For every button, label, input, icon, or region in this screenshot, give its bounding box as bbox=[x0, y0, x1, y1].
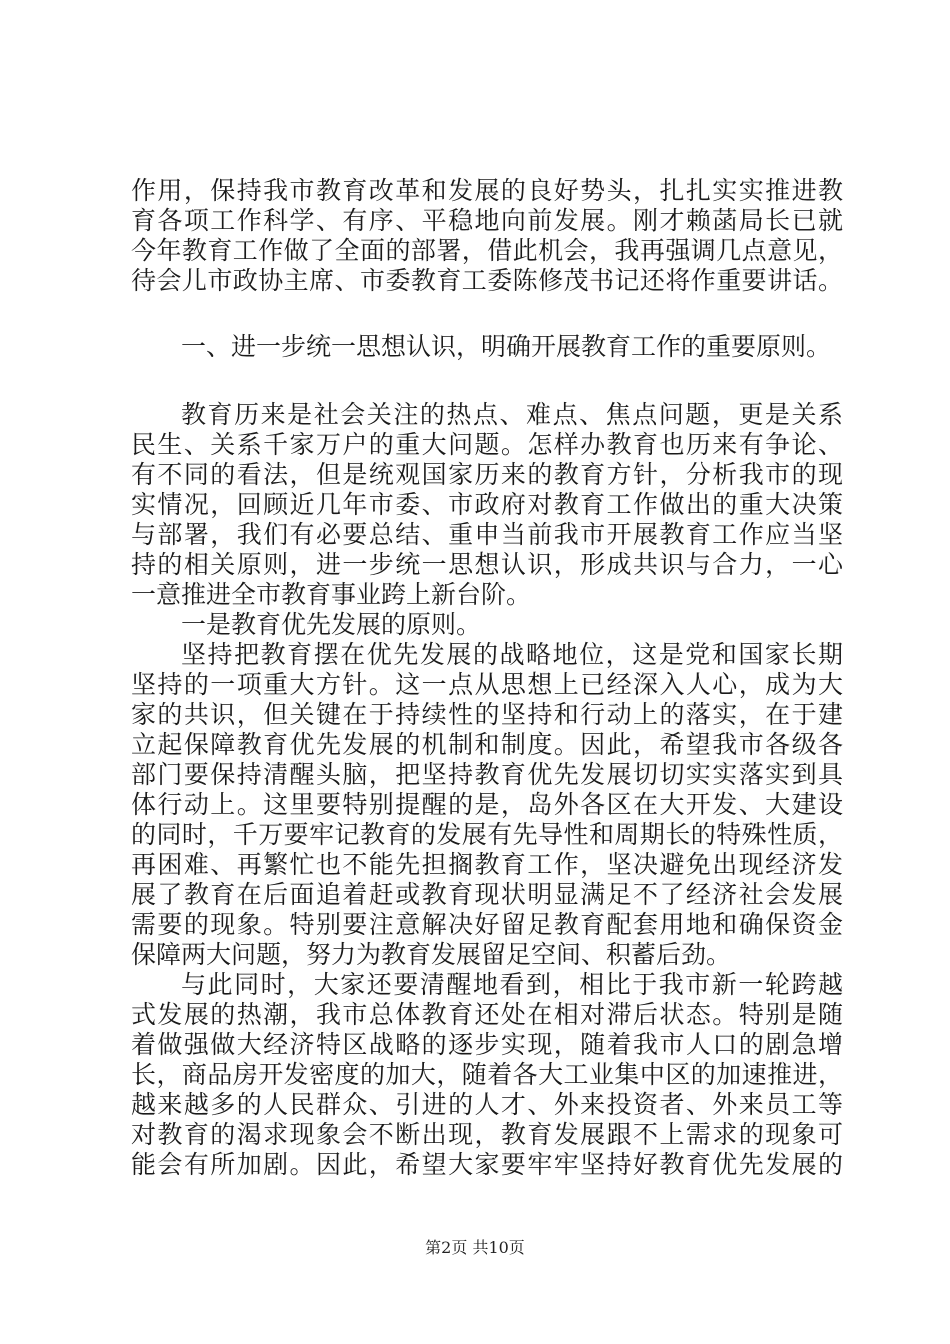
text-line: 一意推进全市教育事业跨上新台阶。 bbox=[131, 580, 532, 609]
text-line: 坚持把教育摆在优先发展的战略地位，这是党和国家长期 bbox=[181, 640, 843, 669]
text-line: 育各项工作科学、有序、平稳地向前发展。刚才赖菡局长已就 bbox=[131, 206, 843, 235]
paragraph bbox=[131, 400, 843, 610]
text-line: 需要的现象。特别要注意解决好留足教育配套用地和确保资金 bbox=[131, 910, 843, 939]
text-line: 的同时，千万要牢记教育的发展有先导性和周期长的特殊性质， bbox=[131, 820, 843, 849]
text-line: 对教育的渴求现象会不断出现，教育发展跟不上需求的现象可 bbox=[131, 1120, 843, 1149]
text-line: 体行动上。这里要特别提醒的是，岛外各区在大开发、大建设 bbox=[131, 790, 843, 819]
paragraph-continuation bbox=[131, 176, 843, 296]
text-line: 与部署，我们有必要总结、重申当前我市开展教育工作应当坚 bbox=[131, 520, 843, 549]
page-number-footer: 第2页 共10页 bbox=[425, 1238, 525, 1257]
text-line: 展了教育在后面追着赶或教育现状明显满足不了经济社会发展 bbox=[131, 880, 843, 909]
text-line: 保障两大问题，努力为教育发展留足空间、积蓄后劲。 bbox=[131, 940, 732, 969]
text-line: 部门要保持清醒头脑，把坚持教育优先发展切切实实落实到具 bbox=[131, 760, 843, 789]
text-line: 越来越多的人民群众、引进的人才、外来投资者、外来员工等 bbox=[131, 1090, 843, 1119]
text-line: 能会有所加剧。因此，希望大家要牢牢坚持好教育优先发展的 bbox=[131, 1150, 843, 1179]
text-line: 再困难、再繁忙也不能先担搁教育工作，坚决避免出现经济发 bbox=[131, 850, 843, 879]
text-line: 教育历来是社会关注的热点、难点、焦点问题，更是关系 bbox=[181, 400, 843, 429]
text-line: 作用，保持我市教育改革和发展的良好势头，扎扎实实推进教 bbox=[131, 176, 843, 205]
text-line: 民生、关系千家万户的重大问题。怎样办教育也历来有争论、 bbox=[131, 430, 843, 459]
heading-line: 一、进一步统一思想认识，明确开展教育工作的重要原则。 bbox=[181, 332, 832, 361]
paragraph bbox=[131, 640, 843, 970]
text-line: 待会儿市政协主席、市委教育工委陈修茂书记还将作重要讲话。 bbox=[131, 266, 843, 295]
text-line: 与此同时，大家还要清醒地看到，相比于我市新一轮跨越 bbox=[181, 970, 843, 999]
text-line: 有不同的看法，但是统观国家历来的教育方针，分析我市的现 bbox=[131, 460, 843, 489]
sub-heading bbox=[131, 610, 843, 640]
text-line: 式发展的热潮，我市总体教育还处在相对滞后状态。特别是随 bbox=[131, 1000, 843, 1029]
text-line: 今年教育工作做了全面的部署，借此机会，我再强调几点意见， bbox=[131, 236, 843, 265]
text-line: 立起保障教育优先发展的机制和制度。因此，希望我市各级各 bbox=[131, 730, 843, 759]
document-body bbox=[131, 176, 843, 1180]
text-line: 着做强做大经济特区战略的逐步实现，随着我市人口的剧急增 bbox=[131, 1030, 843, 1059]
text-line: 实情况，回顾近几年市委、市政府对教育工作做出的重大决策 bbox=[131, 490, 843, 519]
text-line: 长，商品房开发密度的加大，随着各大工业集中区的加速推进， bbox=[131, 1060, 843, 1089]
section-heading bbox=[131, 332, 843, 362]
text-line: 家的共识，但关键在于持续性的坚持和行动上的落实，在于建 bbox=[131, 700, 843, 729]
heading-line: 一是教育优先发展的原则。 bbox=[181, 610, 482, 639]
text-line: 坚持的一项重大方针。这一点从思想上已经深入人心，成为大 bbox=[131, 670, 843, 699]
text-line: 持的相关原则，进一步统一思想认识，形成共识与合力，一心 bbox=[131, 550, 843, 579]
paragraph bbox=[131, 970, 843, 1180]
